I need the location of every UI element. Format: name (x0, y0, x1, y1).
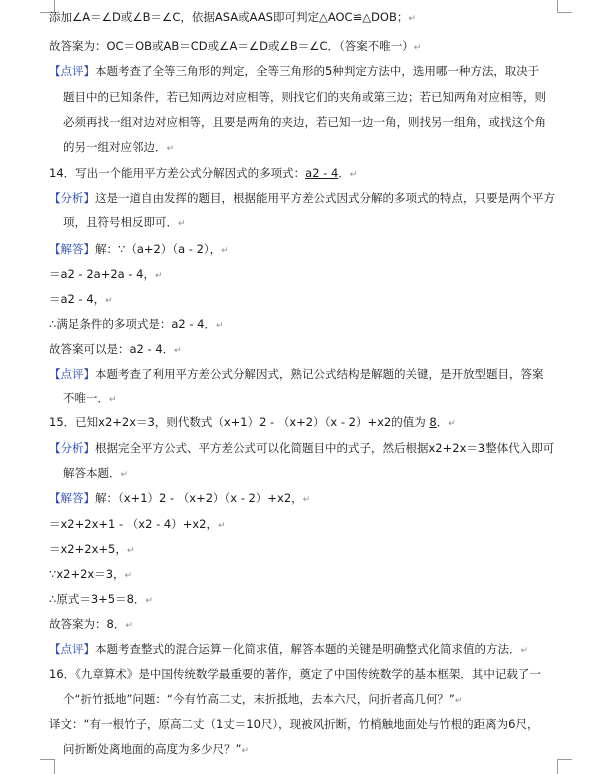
answer-blank: a2 - 4 (305, 166, 339, 180)
crop-mark-top-right (557, 0, 572, 13)
doc-line: 添加∠A＝∠D或∠B＝∠C，依据ASA或AAS即可判定△AOC≌△DOB；↵ (49, 10, 416, 24)
doc-line: 解答本题．↵ (63, 466, 129, 480)
doc-line: 个“折竹抵地”问题：“今有竹高二丈，末折抵地，去本六尺，问折者高几何？”↵ (63, 692, 463, 706)
doc-line: ＝x2+2x+1 - （x2 - 4）+x2，↵ (49, 517, 226, 531)
doc-line: 项，且符号相反即可．↵ (63, 215, 186, 229)
doc-line: 故答案可以是：a2 - 4．↵ (49, 342, 182, 356)
doc-line: 【点评】本题考查了利用平方差公式分解因式，熟记公式结构是解题的关键，是开放型题目，答案 (49, 367, 544, 381)
doc-line: 【解答】解：（x+1）2 - （x+2）（x - 2）+x2，↵ (49, 491, 311, 505)
doc-line: ∴满足条件的多项式是：a2 - 4．↵ (49, 317, 224, 331)
doc-line: 【分析】根据完全平方公式、平方差公式可以化简题目中的式子，然后根据x2+2x＝3整体代入即可 (49, 441, 555, 455)
doc-line: 必须再找一组对边对应相等，且要是两角的夹边，若已知一边一角，则找另一组角，或找这个角 (63, 115, 546, 129)
doc-line: ＝a2 - 2a+2a - 4，↵ (49, 267, 163, 281)
doc-line: 题目中的已知条件，若已知两边对应相等，则找它们的夹角或第三边；若已知两角对应相等，则 (63, 90, 546, 104)
doc-line: ∵x2+2x＝3，↵ (49, 567, 133, 581)
doc-line: 【分析】这是一道自由发挥的题目，根据能用平方差公式因式分解的多项式的特点，只要是两个平方 (49, 191, 555, 205)
doc-line: 的另一组对应邻边．↵ (63, 140, 175, 154)
doc-line: 不唯一．↵ (63, 391, 117, 405)
doc-line: 故答案为：8．↵ (49, 617, 133, 631)
doc-line: 译文：“有一根竹子，原高二丈（1丈＝10尺），现被风折断，竹梢触地面处与竹根的距离为6尺， (49, 717, 539, 731)
question-15: 15．已知x2+2x＝3，则代数式（x+1）2 - （x+2）（x - 2）+x2的值为 8．↵ (49, 415, 456, 429)
question-14: 14．写出一个能用平方差公式分解因式的多项式：a2 - 4．↵ (49, 166, 358, 180)
doc-line: 【解答】解：∵（a+2）（a - 2），↵ (49, 242, 229, 256)
doc-line: ∴原式＝3+5＝8．↵ (49, 592, 153, 606)
doc-line: ＝a2 - 4，↵ (49, 292, 113, 306)
doc-line: 问折断处离地面的高度为多少尺？”↵ (63, 742, 250, 756)
doc-line: 【点评】本题考查了全等三角形的判定，全等三角形的5种判定方法中，选用哪一种方法，取决于 (49, 64, 540, 78)
answer-blank: 8 (429, 415, 437, 429)
question-16: 16．《九章算术》是中国传统数学最重要的著作，奠定了中国传统数学的基本框架．其中记载了一 (49, 667, 541, 681)
doc-line: ＝x2+2x+5，↵ (49, 542, 135, 556)
doc-line: 故答案为：OC＝OB或AB＝CD或∠A＝∠D或∠B＝∠C．（答案不唯一）↵ (49, 39, 422, 53)
doc-line: 【点评】本题考查整式的混合运算－化简求值，解答本题的关键是明确整式化简求值的方法．↵ (49, 642, 529, 656)
